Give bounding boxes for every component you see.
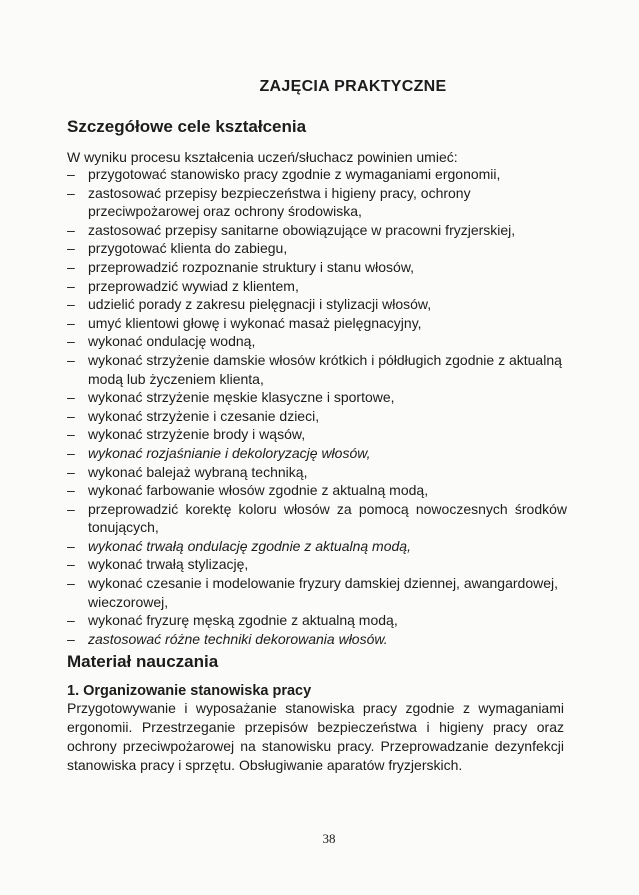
list-item: – przygotować klienta do zabiegu, xyxy=(67,240,288,257)
list-item: – zastosować przepisy bezpieczeństwa i higieny pracy, ochrony przeciwpożarowej oraz ochrony środowiska, xyxy=(67,184,471,220)
list-item: – przeprowadzić wywiad z klientem, xyxy=(67,277,299,294)
list-item: – umyć klientowi głowę i wykonać masaż pielęgnacyjny, xyxy=(67,314,422,331)
page-number: 38 xyxy=(322,831,336,846)
document-page xyxy=(67,0,567,895)
list-item: – wykonać farbowanie włosów zgodnie z aktualną modą, xyxy=(67,482,429,499)
list-item: – wykonać czesanie i modelowanie fryzury damskiej dziennej, awangardowej, wieczorowej, xyxy=(67,575,559,610)
list-item: – wykonać fryzurę męską zgodnie z aktualną modą, xyxy=(67,612,398,629)
list-item: – wykonać strzyżenie brody i wąsów, xyxy=(67,426,306,443)
material-paragraph: Przygotowywanie i wyposażanie stanowiska pracy zgodnie z wymaganiami ergonomii. Przestrzeganie przepisów bezpieczeństwa i higieny pracy oraz ochrony przeciwpożarowej na stanowisku pracy. Przeprowadzanie dezynfekcji stanowiska pracy i sprzętu. Obsługiwanie aparatów fryzjerskich. xyxy=(67,700,564,773)
list-item: – zastosować różne techniki dekorowania włosów. xyxy=(67,630,388,647)
list-item: – wykonać ondulację wodną, xyxy=(67,333,256,350)
list-item: – wykonać rozjaśnianie i dekoloryzację włosów, xyxy=(67,444,371,461)
list-item: – wykonać balejaż wybraną techniką, xyxy=(67,463,308,480)
goals-list xyxy=(67,165,567,648)
goals-intro: W wyniku procesu kształcenia uczeń/słuchacz powinien umieć: xyxy=(67,149,458,165)
material-subheading: 1. Organizowanie stanowiska pracy xyxy=(67,683,312,699)
list-item: – wykonać strzyżenie damskie włosów krótkich i półdługich zgodnie z aktualną modą lub życzeniem klienta, xyxy=(67,351,562,387)
list-item: – wykonać strzyżenie i czesanie dzieci, xyxy=(67,407,320,424)
list-item: – wykonać trwałą ondulację zgodnie z aktualną modą, xyxy=(67,537,411,554)
list-item: – zastosować przepisy sanitarne obowiązujące w pracowni fryzjerskiej, xyxy=(67,221,516,238)
list-item: – przeprowadzić rozpoznanie struktury i stanu włosów, xyxy=(67,258,415,275)
list-item: – przygotować stanowisko pracy zgodnie z wymaganiami ergonomii, xyxy=(67,166,501,182)
list-item: – przeprowadzić korektę koloru włosów za pomocą nowoczesnych środków tonujących, xyxy=(67,500,567,536)
material-heading: Materiał nauczania xyxy=(67,652,219,671)
list-item: – wykonać trwałą stylizację, xyxy=(67,556,249,573)
list-item: – wykonać strzyżenie męskie klasyczne i sportowe, xyxy=(67,389,395,406)
goals-heading: Szczegółowe cele kształcenia xyxy=(67,117,307,136)
list-item: – udzielić porady z zakresu pielęgnacji i stylizacji włosów, xyxy=(67,296,432,313)
page-title: ZAJĘCIA PRAKTYCZNE xyxy=(259,78,447,95)
